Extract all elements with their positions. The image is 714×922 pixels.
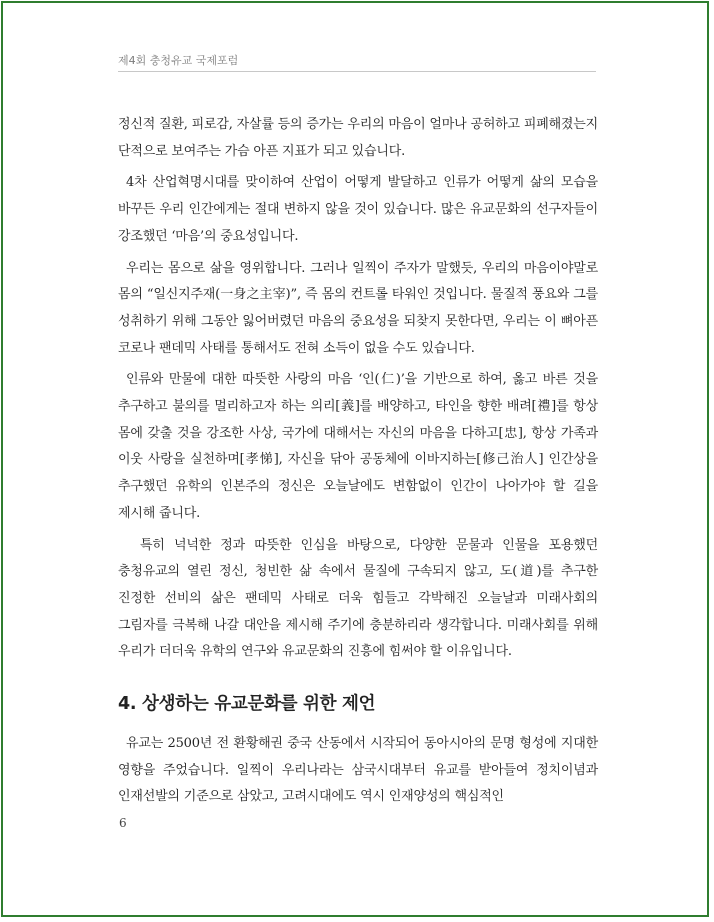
header-divider — [118, 71, 596, 72]
paragraph-3: 우리는 몸으로 삶을 영위합니다. 그러나 일찍이 주자가 말했듯, 우리의 마음이야말로 몸의 “일신지주재(一身之主宰)”, 즉 몸의 컨트롤 타워인 것입니다. 물질적 풍요와 그를 성취하기 위해 그동안 잃어버렸던 마음의 중요성을 되찾지 못한다면, 우리는 이 뼈아픈 코로나 팬데믹 사태를 통해서도 전혀 소득이 없을 수도 있습니다. — [118, 260, 598, 356]
paragraph-1: 정신적 질환, 피로감, 자살률 등의 증가는 우리의 마음이 얼마나 공허하고 피폐해졌는지 단적으로 보여주는 가슴 아픈 지표가 되고 있습니다. — [118, 117, 598, 159]
section-heading: 4. 상생하는 유교문화를 위한 제언 — [118, 694, 376, 715]
running-header: 제4회 충청유교 국제포럼 — [118, 54, 239, 67]
page-body — [118, 112, 598, 816]
paragraph-4: 인류와 만물에 대한 따뜻한 사랑의 마음 ‘인(仁)’을 기반으로 하여, 옳고 바른 것을 추구하고 불의를 멀리하고자 하는 의리[義]를 배양하고, 타인을 향한 배려[禮]를 항상 몸에 갖출 것을 강조한 사상, 국가에 대해서는 자신의 마음을 다하고[忠], 항상 가족과 이웃 사랑을 실천하며[孝悌], 자신을 닦아 공동체에 이바지하는[修己治人] 인간상을 추구했던 유학의 인본주의 정신은 오늘날에도 변함없이 인간이 나아가야 할 길을 제시해 줍니다. — [118, 372, 598, 521]
paragraph-2: 4차 산업혁명시대를 맞이하여 산업이 어떻게 발달하고 인류가 어떻게 삶의 모습을 바꾸든 우리 인간에게는 절대 변하지 않을 것이 있습니다. 많은 유교문화의 선구자들이 강조했던 ‘마음’의 중요성입니다. — [118, 175, 598, 244]
section-paragraph: 유교는 2500년 전 환황해권 중국 산동에서 시작되어 동아시아의 문명 형성에 지대한 영향을 주었습니다. 일찍이 우리나라는 삼국시대부터 유교를 받아들여 정치이념과 인재선발의 기준으로 삼았고, 고려시대에도 역시 인재양성의 핵심적인 — [118, 736, 598, 805]
paragraph-5: 특히 넉넉한 정과 따뜻한 인심을 바탕으로, 다양한 문물과 인물을 포용했던 충청유교의 열린 정신, 청빈한 삶 속에서 물질에 구속되지 않고, 도(道)를 추구한 진정한 선비의 삶은 팬데믹 사태로 더욱 힘들고 각박해진 오늘날과 미래사회의 그림자를 극복해 나갈 대안을 제시해 주기에 충분하리라 생각합니다. 미래사회를 위해 우리가 더더욱 유학의 연구와 유교문화의 진흥에 힘써야 할 이유입니다. — [118, 537, 598, 660]
page-number: 6 — [119, 816, 127, 830]
